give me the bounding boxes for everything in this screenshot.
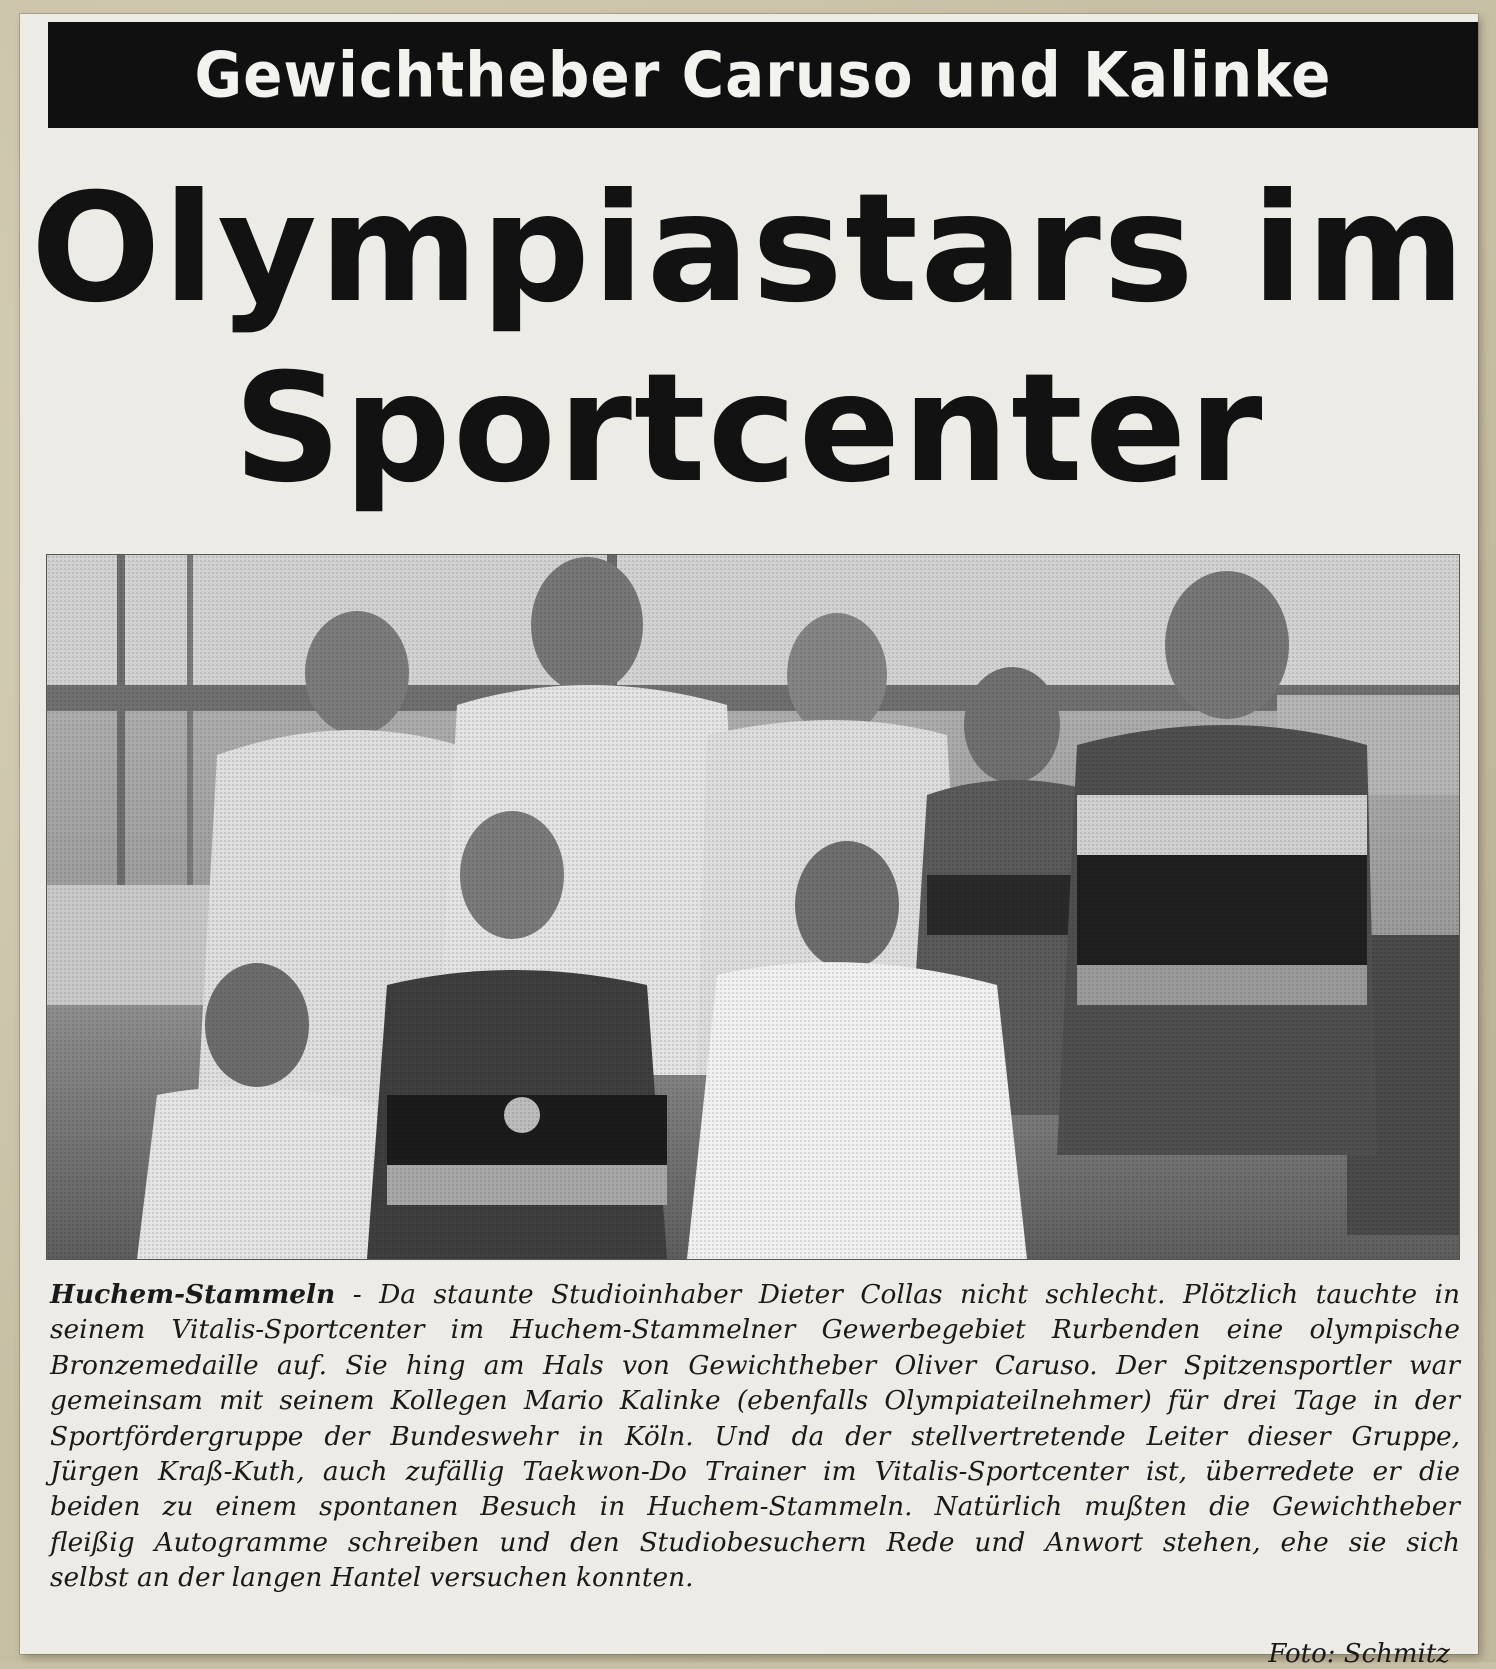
caption-line-1: [50, 1277, 1460, 1312]
caption-line-9: selbst an der langen Hantel versuchen konnten.: [50, 1562, 694, 1594]
caption-line-6: Jürgen Kraß-Kuth, auch zufällig Taekwon-Do Trainer im Vitalis-Sportcenter ist, überredete er die: [50, 1456, 1460, 1488]
caption-line-4: gemeinsam mit seinem Kollegen Mario Kalinke (ebenfalls Olympiateilnehmer) für drei Tage in der: [50, 1385, 1460, 1417]
headline-line-1: Olympiastars im: [30, 162, 1468, 336]
caption-line-8: fleißig Autogramme schreiben und den Studiobesuchern Rede und Anwort stehen, ehe sie sich: [50, 1526, 1460, 1558]
headline: [20, 164, 1478, 524]
photo-credit: Foto: Schmitz: [1268, 1639, 1450, 1669]
caption: [50, 1277, 1460, 1596]
group-photo-illustration: [47, 555, 1459, 1259]
caption-line-5: Sportfördergruppe der Bundeswehr in Köln. Und da der stellvertretende Leiter dieser Gruppe,: [50, 1420, 1460, 1452]
caption-line-2: seinem Vitalis-Sportcenter im Huchem-Stammelner Gewerbegebiet Rurbenden eine olympische: [50, 1314, 1460, 1346]
group-photo: [46, 554, 1460, 1260]
headline-line-2: Sportcenter: [233, 342, 1265, 516]
caption-line-3: Bronzemedaille auf. Sie hing am Hals von Gewichtheber Oliver Caruso. Der Spitzensportler war: [50, 1349, 1460, 1381]
kicker-bar: [48, 22, 1478, 128]
caption-place: Huchem-Stammeln: [50, 1279, 336, 1310]
kicker-text: Gewichtheber Caruso und Kalinke: [194, 38, 1332, 112]
caption-line-1-text: - Da staunte Studioinhaber Dieter Collas nicht schlecht. Plötzlich tauchte in: [335, 1279, 1460, 1310]
newspaper-clipping: [20, 14, 1478, 1669]
caption-line-7: beiden zu einem spontanen Besuch in Huchem-Stammeln. Natürlich mußten die Gewichtheber: [50, 1491, 1460, 1523]
